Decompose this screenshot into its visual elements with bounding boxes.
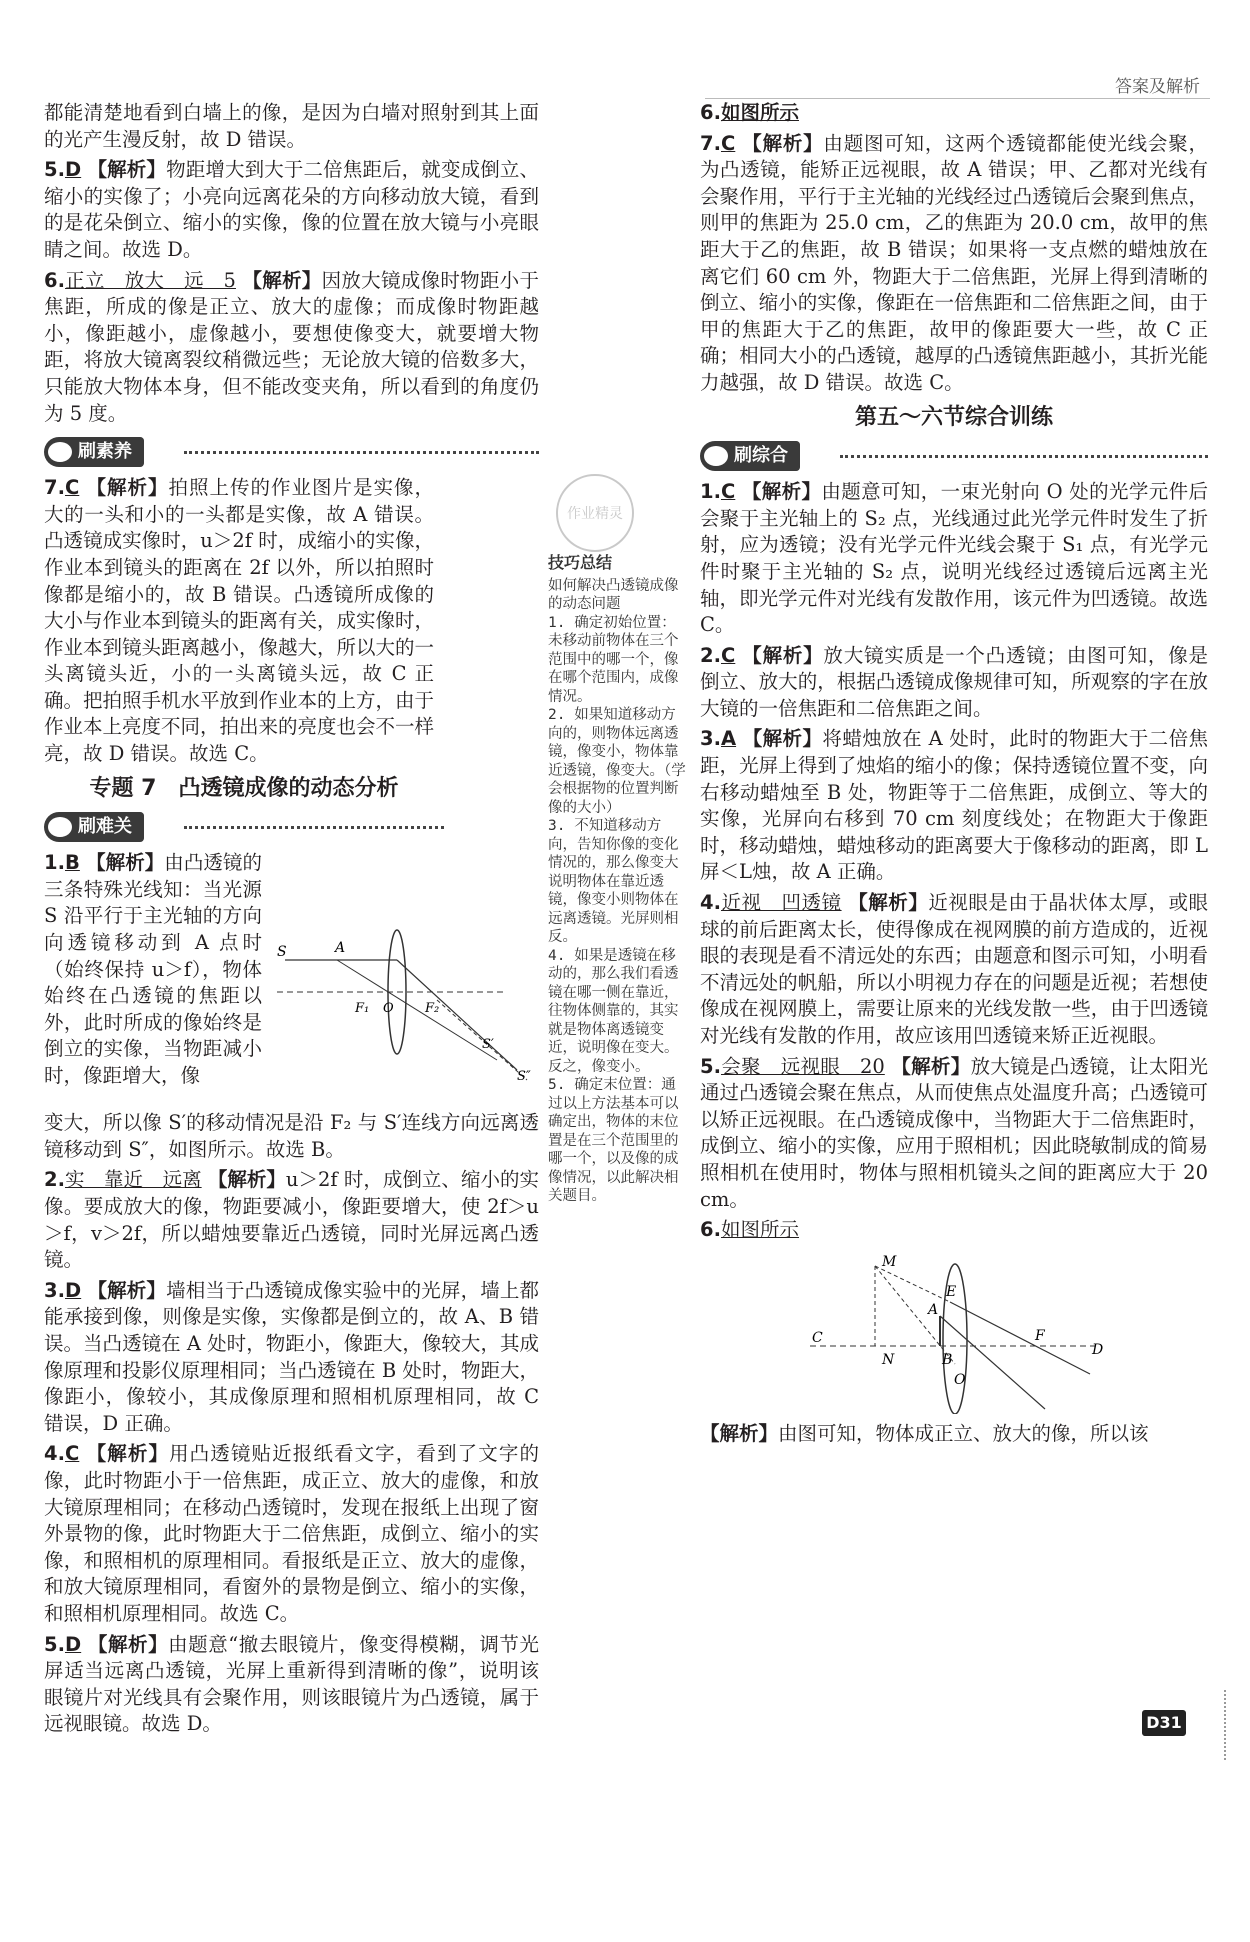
tip-sidebar: [548, 554, 686, 1206]
label-S-prime: S′: [482, 1037, 494, 1053]
answer-key: 会聚 远视眼 20: [720, 1054, 885, 1078]
answer-item: 2.实 靠近 远离 【解析】u＞2f 时，成倒立、缩小的实像。要成放大的像，物距要减小，像距要增大，使 2f＞u＞f，v＞2f，所以蜡烛要靠近凸透镜，同时光屏远离凸透镜。: [44, 1168, 539, 1272]
answer-item: 3.A 【解析】将蜡烛放在 A 处时，此时的物距大于二倍焦距，光屏上得到了烛焰的缩小的像；保持透镜位置不变，向右移动蜡烛至 B 处，物距等于二倍焦距，成倒立、等大的实像，光屏向右移到 70 cm 刻度线处；在物距大于像距时，移动蜡烛，蜡烛移动的距离要大于像移动的距离，即 L屏＜L烛，故 A 正确。: [700, 727, 1208, 884]
answer-item: 5.D 【解析】由题意“撤去眼镜片，像变得模糊，调节光屏适当远离凸透镜，光屏上重新得到清晰的像”，说明该眼镜片对光线具有会聚作用，则该眼镜片为凸透镜，属于远视眼镜。故选 D。: [44, 1632, 539, 1736]
label-S-double-prime: S″: [517, 1069, 531, 1085]
tip-line: 3. 不知道移动方向，告知你像的变化情况的，那么像变大说明物体在靠近透镜，像变小则物体在远离透镜。光屏则相反。: [548, 818, 679, 945]
label-B: B: [942, 1351, 953, 1368]
lens-ray-diagram: [277, 920, 539, 1110]
label-C: C: [812, 1329, 823, 1346]
answer-key: D: [64, 1278, 82, 1302]
answer-key: D: [64, 1632, 82, 1656]
answer-item: 6.如图所示: [700, 1218, 799, 1242]
header-title: 答案及解析: [1115, 77, 1200, 97]
right-column: [700, 100, 1208, 1452]
header-divider: [705, 98, 1210, 99]
answer-key: C: [720, 131, 736, 155]
ray: [875, 1266, 950, 1302]
answer-key: C: [64, 1442, 80, 1466]
answer-item: 5.D 【解析】物距增大到大于二倍焦距后，就变成倒立、缩小的实像了；小亮向远离花朵的方向移动放大镜，看到的是花朵倒立、缩小的实像，像的位置在放大镜与小亮眼睛之间。故选 D。: [44, 158, 539, 261]
answer-key: B: [64, 851, 80, 875]
brush-icon: [48, 442, 72, 462]
tip-title: 技巧总结: [548, 553, 613, 572]
answer-key: C: [720, 480, 736, 504]
tip-line: 4. 如果是透镜在移动的，那么我们看透镜在哪一侧在靠近，往物体侧靠的，其实就是物体离透镜变近，说明像在变大。反之，像变小。: [548, 947, 679, 1075]
brush-icon: [48, 817, 72, 837]
answer-key: C: [64, 476, 80, 500]
intro-paragraph: 都能清楚地看到白墙上的像，是因为白墙对照射到其上面的光产生漫反射，故 D 错误。: [44, 101, 539, 151]
decorative-dots: [1204, 1690, 1226, 1760]
label-A: A: [335, 940, 346, 957]
answer-key: C: [720, 643, 736, 667]
section-banner-difficulty: 刷难关: [44, 810, 444, 846]
answer-key: 正立 放大 远 5: [64, 268, 236, 292]
answer-key: 如图所示: [720, 101, 799, 124]
answer-key: 近视 凹透镜: [720, 891, 842, 915]
ray: [950, 1302, 1090, 1374]
page-number: D31: [1142, 1710, 1186, 1736]
label-M: M: [882, 1253, 897, 1270]
tip-line: 1. 确定初始位置：未移动前物体在三个范围中的哪一个，像在哪个范围内，成像情况。: [548, 614, 679, 705]
section-title-topic7: 专题 7 凸透镜成像的动态分析: [89, 775, 399, 801]
section-title-review: 第五～六节综合训练: [854, 404, 1053, 430]
answer-key: 实 靠近 远离: [64, 1168, 202, 1192]
answer-item: 1.B 【解析】由凸透镜的三条特殊光线知：当光源 S 沿平行于主光轴的方向向透镜移动到 A 点时（始终保持 u＞f），物体始终在凸透镜的焦距以外，此时所成的像始终是倒立的实像，当物距减小时，像距增大，像 S A F₁ O F₂ S′ S″ 变大，所以像 S′的移动情况是沿 F₂ 与 S′连线方向远离透镜移动到 S″，如图所示。故选 B。: [44, 851, 539, 1161]
tip-line: 5. 确定末位置：通过以上方法基本可以确定出，物体的末位置是在三个范围里的哪一个，以及像的成像情况，以此解决相关题目。: [548, 1077, 679, 1204]
myopia-lens-diagram: [700, 1244, 1208, 1414]
ray: [940, 1316, 1045, 1409]
stamp-logo: [552, 470, 638, 556]
answer-key: D: [64, 158, 82, 182]
answer-item: 7.C 【解析】由题图可知，这两个透镜都能使光线会聚，为凸透镜，能矫正远视眼，故 A 错误；甲、乙都对光线有会聚作用，平行于主光轴的光线经过凸透镜后会聚到焦点，则甲的焦距为 25.0 cm，乙的焦距为 20.0 cm，故甲的焦距大于乙的焦距，故 B 错误；如果将一支点燃的蜡烛放在离它们 60 cm 外，物距大于二倍焦距，光屏上得到清晰的倒立、缩小的实像，像距在一倍焦距和二倍焦距之间，由于甲的焦距大于乙的焦距，故甲的像距要大一些，故 C 正确；相同大小的凸透镜，越厚的凸透镜焦距越小，其折光能力越强，故 D 错误。故选 C。: [700, 131, 1208, 394]
label-E: E: [946, 1283, 957, 1300]
tip-line: 2. 如果知道移动方向的，则物体远离透镜，像变小，物体靠近透镜，像变大。（学会根据物的位置判断像的大小）: [548, 707, 686, 816]
label-S: S: [277, 944, 287, 961]
label-F: F: [1035, 1327, 1045, 1344]
answer-key: 如图所示: [720, 1218, 799, 1242]
answer-item: 4.近视 凹透镜 【解析】近视眼是由于晶状体太厚，或眼球的前后距离太长，使得像成在视网膜的前方造成的，近视眼的表现是看不清远处的东西；由题意和图示可知，小明看不清远处的帆船，所以小明视力存在的问题是近视；若想使像成在视网膜上，需要让原来的光线发散一些，由于凹透镜对光线有发散的作用，故应该用凹透镜来矫正近视眼。: [700, 891, 1208, 1047]
section-banner-comprehensive: 刷综合: [700, 439, 1208, 475]
answer-item: 4.C 【解析】用凸透镜贴近报纸看文字，看到了文字的像，此时物距小于一倍焦距，成正立、放大的虚像，和放大镜原理相同；在移动凸透镜时，发现在报纸上出现了窗外景物的像，此时物距大于二倍焦距，成倒立、缩小的实像，和照相机的原理相同。看报纸是正立、放大的虚像，和放大镜原理相同，看窗外的景物是倒立、缩小的实像，和照相机原理相同。故选 C。: [44, 1442, 539, 1625]
answer-item: 3.D 【解析】墙相当于凸透镜成像实验中的光屏，墙上都能承接到像，则像是实像，实像都是倒立的，故 A、B 错误。当凸透镜在 A 处时，物距小，像距大，像较大，其成像原理和投影仪原理相同；当凸透镜在 B 处时，物距大，像距小，像较小，其成像原理和照相机原理相同，故 C 错误，D 正确。: [44, 1278, 539, 1435]
section-banner-literacy: 刷素养: [44, 435, 539, 471]
label-O: O: [954, 1371, 966, 1388]
label-D: D: [1092, 1341, 1104, 1358]
ray: [397, 960, 517, 1070]
label-A: A: [928, 1301, 939, 1318]
tip-line: 如何解决凸透镜成像的动态问题: [548, 577, 679, 612]
label-F1: F₁: [355, 1001, 370, 1017]
answer-item: 1.C 【解析】由题意可知，一束光射向 O 处的光学元件后会聚于主光轴上的 S₂ 点，光线通过此光学元件时发生了折射，应为透镜；没有光学元件光线会聚于 S₁ 点，有光学元件时聚于主光轴的 S₂ 点，说明光线经过透镜后远离主光轴，即光学元件对光线有发散作用，该元件为凹透镜。故选 C。: [700, 480, 1208, 637]
answer-item: 7.C 【解析】拍照上传的作业图片是实像，大的一头和小的一头都是实像，故 A 错误。凸透镜成实像时，u＞2f 时，成缩小的实像，作业本到镜头的距离在 2f 以外，所以拍照时像都是缩小的，故 B 错误。凸透镜所成像的大小与作业本到镜头的距离有关，成实像时，作业本到镜头距离越小，像越大，所以大的一头离镜头近，小的一头离镜头远，故 C 正确。把拍照手机水平放到作业本的上方，由于作业本上亮度不同，拍出来的亮度也会不一样亮，故 D 错误。故选 C。: [44, 476, 435, 766]
answer-item: 2.C 【解析】放大镜实质是一个凸透镜；由图可知，像是倒立、放大的，根据凸透镜成像规律可知，所观察的字在放大镜的一倍焦距和二倍焦距之间。: [700, 643, 1208, 720]
label-O: O: [383, 1001, 394, 1017]
label-F2: F₂: [425, 1001, 440, 1017]
label-N: N: [882, 1351, 895, 1368]
svg-text:作业精灵: 作业精灵: [567, 506, 623, 522]
left-column: [44, 100, 539, 1742]
answer-item: 5.会聚 远视眼 20 【解析】放大镜是凸透镜，让太阳光通过凸透镜会聚在焦点，从而使焦点处温度升高；凸透镜可以矫正远视眼。在凸透镜成像中，当物距大于二倍焦距时，成倒立、缩小的实像，应用于照相机；因此晓敏制成的简易照相机在使用时，物体与照相机镜头之间的距离应大于 20 cm。: [700, 1054, 1208, 1211]
brush-icon: [704, 446, 728, 466]
answer-key: A: [720, 727, 737, 751]
answer-item: 6.如图所示: [700, 101, 799, 124]
answer-item: 【解析】由图可知，物体成正立、放大的像，所以该: [700, 1422, 1149, 1446]
answer-item: 6.正立 放大 远 5 【解析】因放大镜成像时物距小于焦距，所成的像是正立、放大的虚像；而成像时物距越小，像距越小，虚像越小，要想使像变大，就要增大物距，将放大镜离裂纹稍微远些；无论放大镜的倍数多大，只能放大物体本身，但不能改变夹角，所以看到的角度仍为 5 度。: [44, 268, 539, 425]
